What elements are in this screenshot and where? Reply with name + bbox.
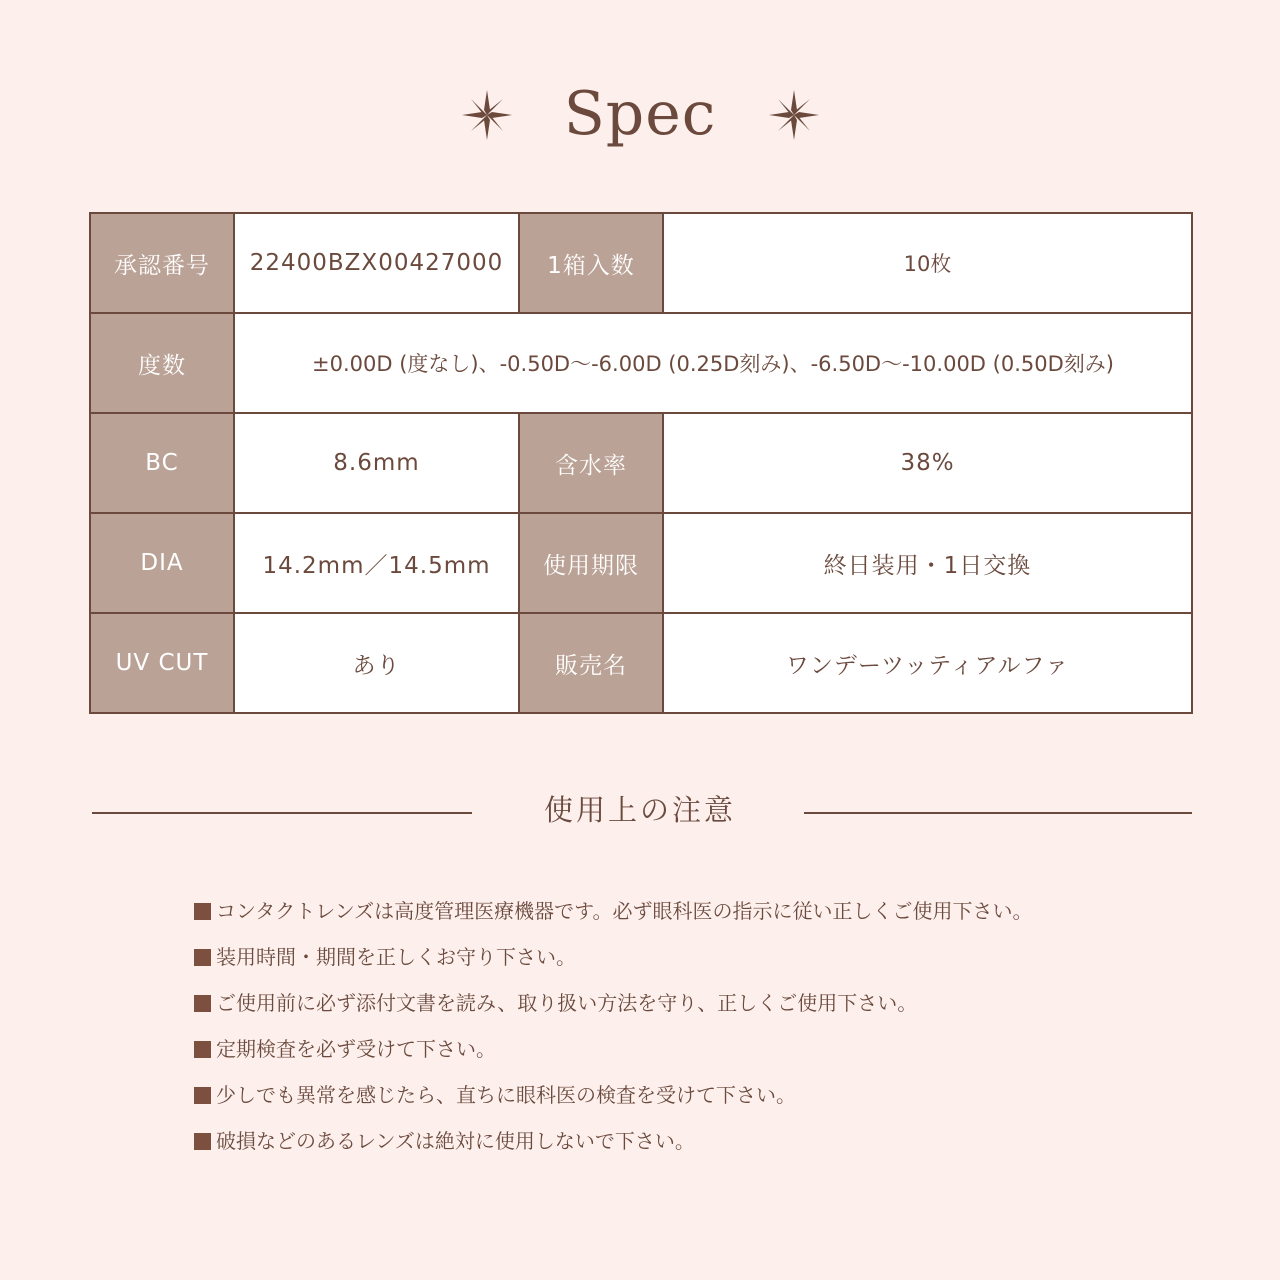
spec-label-usage-period: 使用期限	[519, 513, 663, 613]
list-item	[194, 980, 1194, 1026]
note-text: 少しでも異常を感じたら、直ちに眼科医の検査を受けて下さい。	[216, 1083, 796, 1107]
spec-label-uv-cut: UV CUT	[90, 613, 234, 713]
spec-value-usage-period: 終日装用・1日交換	[663, 513, 1192, 613]
list-item	[194, 934, 1194, 980]
spec-value-product-name: ワンデーツッティアルファ	[663, 613, 1192, 713]
spec-title-block	[0, 78, 1280, 158]
list-item	[194, 888, 1194, 934]
spec-label-product-name: 販売名	[519, 613, 663, 713]
page-title: Spec	[563, 79, 717, 149]
spec-label-box-quantity: 1箱入数	[519, 213, 663, 313]
spec-label-bc: BC	[90, 413, 234, 513]
square-bullet-icon	[194, 995, 211, 1012]
divider-line	[804, 812, 1192, 814]
spec-value-power: ±0.00D (度なし)、-0.50D〜-6.00D (0.25D刻み)、-6.50D〜-10.00D (0.50D刻み)	[234, 313, 1192, 413]
spec-value-dia: 14.2mm／14.5mm	[234, 513, 519, 613]
sparkle-star-icon	[769, 90, 819, 140]
square-bullet-icon	[194, 1041, 211, 1058]
spec-value-water-content: 38%	[663, 413, 1192, 513]
list-item	[194, 1072, 1194, 1118]
notes-list	[194, 888, 1194, 1164]
divider-line	[92, 812, 472, 814]
notes-heading-block	[0, 786, 1280, 834]
note-text: 装用時間・期間を正しくお守り下さい。	[216, 945, 576, 969]
note-text: 定期検査を必ず受けて下さい。	[216, 1037, 496, 1061]
list-item	[194, 1026, 1194, 1072]
square-bullet-icon	[194, 1087, 211, 1104]
notes-heading: 使用上の注意	[543, 793, 736, 827]
spec-value-approval-number: 22400BZX00427000	[234, 213, 519, 313]
spec-label-power: 度数	[90, 313, 234, 413]
note-text: コンタクトレンズは高度管理医療機器です。必ず眼科医の指示に従い正しくご使用下さい。	[216, 899, 1033, 923]
spec-row-power	[90, 313, 1192, 413]
spec-value-uv-cut: あり	[234, 613, 519, 713]
sparkle-star-icon	[462, 90, 512, 140]
spec-row-approval	[90, 213, 1192, 313]
spec-label-approval-number: 承認番号	[90, 213, 234, 313]
spec-table	[89, 212, 1193, 714]
spec-label-water-content: 含水率	[519, 413, 663, 513]
square-bullet-icon	[194, 903, 211, 920]
spec-row-uv	[90, 613, 1192, 713]
spec-value-bc: 8.6mm	[234, 413, 519, 513]
spec-value-box-quantity: 10枚	[663, 213, 1192, 313]
note-text: 破損などのあるレンズは絶対に使用しないで下さい。	[216, 1129, 695, 1153]
square-bullet-icon	[194, 1133, 211, 1150]
spec-row-dia	[90, 513, 1192, 613]
note-text: ご使用前に必ず添付文書を読み、取り扱い方法を守り、正しくご使用下さい。	[216, 991, 918, 1015]
square-bullet-icon	[194, 949, 211, 966]
spec-row-bc	[90, 413, 1192, 513]
list-item	[194, 1118, 1194, 1164]
spec-label-dia: DIA	[90, 513, 234, 613]
